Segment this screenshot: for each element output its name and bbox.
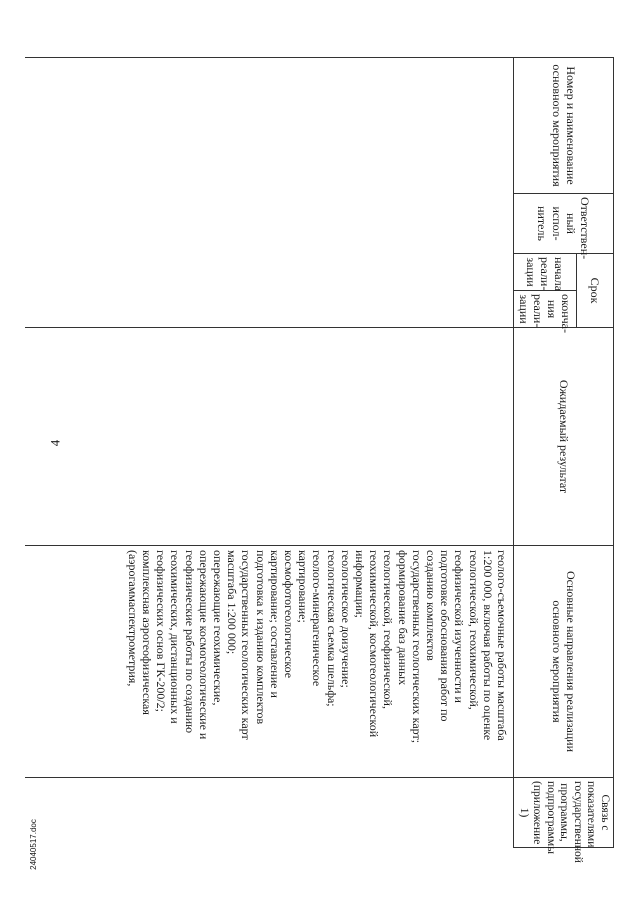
header-row (577, 58, 614, 848)
page-number: 4 (47, 439, 63, 447)
header-responsible: Ответствен-ный испол-нитель (514, 194, 614, 254)
header-number-name: Номер и наименование основного мероприятия (514, 58, 614, 194)
cell-expected-result (25, 328, 514, 546)
document-body (24, 57, 614, 863)
cell-term-end (25, 291, 514, 328)
cell-number-name (25, 58, 514, 194)
cell-responsible (25, 194, 514, 254)
header-connection: Связь с показателями государственной программы, подпрограммы (приложение 1) (514, 778, 614, 848)
activities-table (25, 57, 614, 863)
header-term-end: оконча-ния реали-зации (514, 291, 577, 328)
header-term-start: начала реали-зации (514, 254, 577, 291)
header-term: Срок (577, 254, 614, 328)
cell-directions (25, 546, 514, 778)
cell-connection (25, 778, 514, 848)
cell-term-start (25, 254, 514, 291)
directions-text: геолого-съемочные работы масштаба 1:200 000, включая работы по оценке геологической, геохимической, геофизической изученности и подготовке обоснования работ по созданию комплектов государственных геологических карт; формирование баз данных геологической, геофизической, геохимической, космогеологической информации; геологическое доизучение; геологическая съемка шельфа; геолого-минерагеническое картирование; космофотогеологическое картирование; составление и подготовка к изданию комплектов государственных геологических карт масштаба 1:200 000; опережающие геохимические, опережающие космогеологические и геофизические работы по созданию геохимических, дистанционных и геофизических основ ГК-200/2; комплексная аэрогеофизическая (аэрогаммаспектрометрия, (125, 550, 510, 744)
table-row (25, 58, 514, 848)
header-directions: Основные направления реализации основного мероприятия (514, 546, 614, 778)
footer-doc-name: 24040517.doc (28, 819, 38, 870)
header-expected-result: Ожидаемый результат (514, 328, 614, 546)
